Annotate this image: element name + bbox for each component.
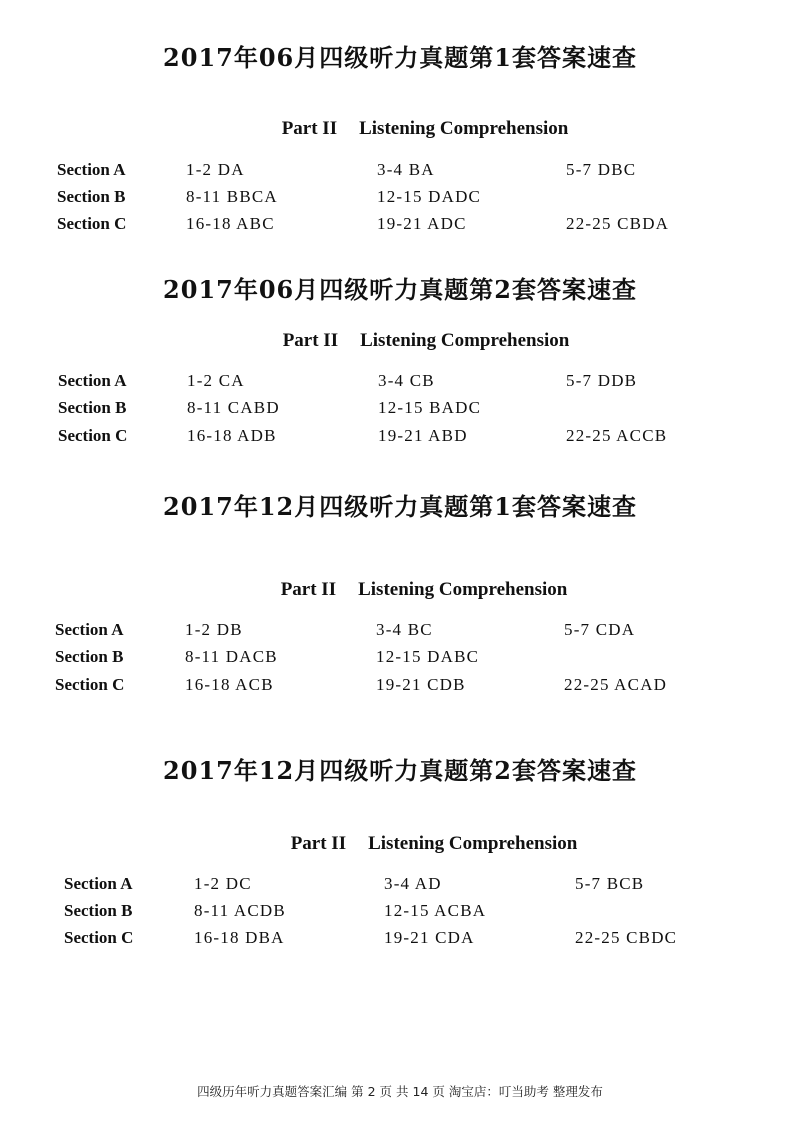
section-name: Section A: [57, 160, 126, 179]
answer-group: 3-4 CB: [378, 371, 435, 390]
answer-group: 16-18 ACB: [185, 675, 274, 694]
section-name: Section C: [64, 928, 134, 947]
part-heading: [25, 118, 800, 140]
answer-group: 19-21 CDB: [376, 675, 466, 694]
part-name: Listening Comprehension: [359, 118, 569, 139]
answer-group: 19-21 CDA: [384, 928, 475, 947]
part-label: Part II: [290, 833, 347, 854]
answer-group: 5-7 CDA: [564, 620, 636, 639]
section-name: Section C: [58, 426, 128, 445]
answer-group: 22-25 ACCB: [566, 426, 668, 445]
section-name: Section C: [57, 214, 127, 233]
answer-group: 16-18 DBA: [194, 928, 285, 947]
section-name: Section A: [55, 620, 124, 639]
answer-group: 8-11 DACB: [185, 647, 278, 666]
part-name: Listening Comprehension: [368, 833, 578, 854]
answer-group: 12-15 BADC: [378, 398, 482, 417]
section-name: Section C: [55, 675, 125, 694]
answer-group: 5-7 DDB: [566, 371, 638, 390]
answer-group: 8-11 BBCA: [186, 187, 278, 206]
answer-group: 12-15 DADC: [377, 187, 482, 206]
answer-group: 3-4 BC: [376, 620, 433, 639]
section-name: Section B: [64, 901, 133, 920]
answer-group: 8-11 CABD: [187, 398, 280, 417]
part-label: Part II: [282, 330, 339, 351]
answer-group: 1-2 DB: [185, 620, 243, 639]
part-name: Listening Comprehension: [360, 330, 570, 351]
set-title: 2017年12月四级听力真题第1套答案速查: [163, 492, 637, 521]
answer-group: 22-25 ACAD: [564, 675, 668, 694]
set-title: 2017年06月四级听力真题第2套答案速查: [163, 275, 637, 304]
part-label: Part II: [280, 579, 337, 600]
answer-group: 8-11 ACDB: [194, 901, 286, 920]
section-name: Section A: [64, 874, 133, 893]
answer-group: 12-15 DABC: [376, 647, 480, 666]
answer-group: 5-7 DBC: [566, 160, 637, 179]
section-name: Section B: [57, 187, 126, 206]
part-label: Part II: [281, 118, 338, 139]
answer-group: 3-4 AD: [384, 874, 442, 893]
answer-group: 12-15 ACBA: [384, 901, 487, 920]
part-heading: [26, 330, 800, 352]
part-heading: [24, 579, 800, 601]
page-footer: 四级历年听力真题答案汇编 第 2 页 共 14 页 淘宝店：叮当助考 整理发布: [197, 1084, 603, 1099]
section-name: Section B: [58, 398, 127, 417]
section-name: Section A: [58, 371, 127, 390]
answer-group: 16-18 ABC: [186, 214, 275, 233]
part-name: Listening Comprehension: [358, 579, 568, 600]
set-title: 2017年06月四级听力真题第1套答案速查: [163, 43, 637, 72]
answer-group: 5-7 BCB: [575, 874, 645, 893]
section-name: Section B: [55, 647, 124, 666]
answer-group: 22-25 CBDA: [566, 214, 670, 233]
answer-group: 1-2 DA: [186, 160, 245, 179]
answer-group: 22-25 CBDC: [575, 928, 678, 947]
answer-group: 19-21 ADC: [377, 214, 467, 233]
answer-group: 16-18 ADB: [187, 426, 277, 445]
set-title: 2017年12月四级听力真题第2套答案速查: [163, 756, 637, 785]
answer-group: 3-4 BA: [377, 160, 435, 179]
part-heading: [34, 833, 800, 855]
answer-group: 1-2 DC: [194, 874, 252, 893]
answer-group: 19-21 ABD: [378, 426, 468, 445]
answer-group: 1-2 CA: [187, 371, 245, 390]
